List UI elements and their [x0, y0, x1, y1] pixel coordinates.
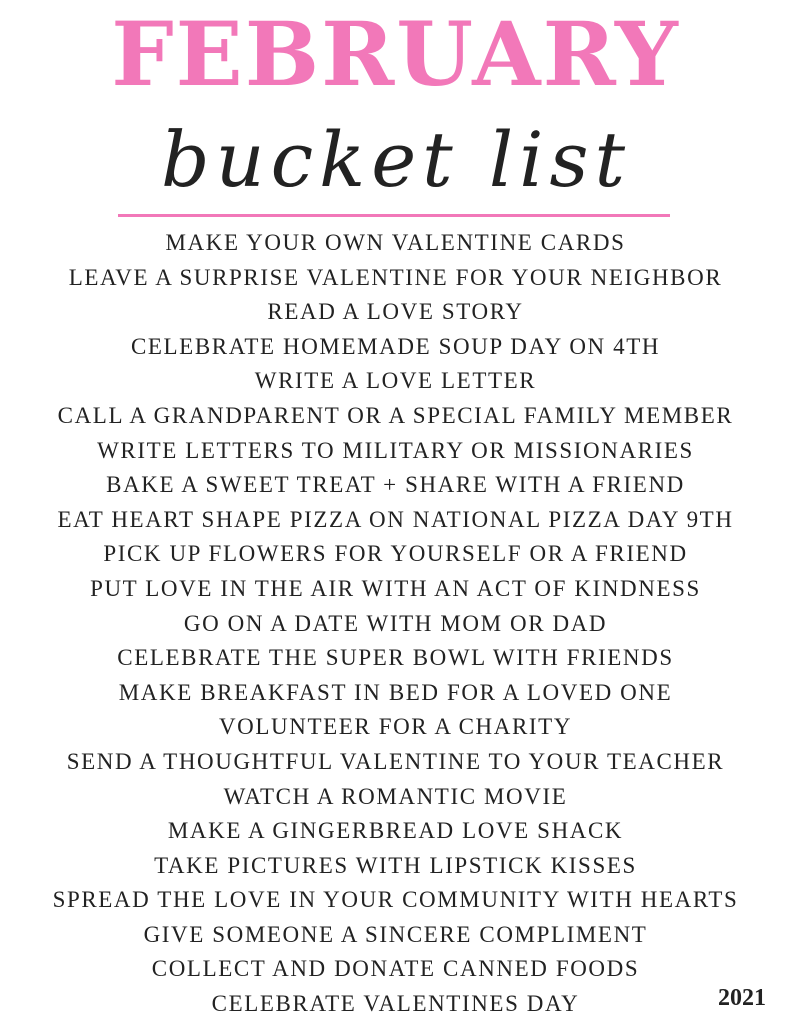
page-title: FEBRUARY [111, 2, 680, 106]
list-item: PICK UP FLOWERS FOR YOURSELF OR A FRIEND [103, 541, 688, 567]
list-item: WRITE A LOVE LETTER [254, 368, 537, 394]
list-item: LEAVE A SURPRISE VALENTINE FOR YOUR NEIGHBOR [68, 264, 723, 290]
list-item: VOLUNTEER FOR A CHARITY [218, 714, 573, 740]
subtitle-script [160, 115, 631, 210]
subtitle-text: bucket list [160, 115, 631, 204]
list-item: MAKE YOUR OWN VALENTINE CARDS [165, 230, 626, 255]
list-item: CALL A GRANDPARENT OR A SPECIAL FAMILY MEMBER [57, 402, 734, 428]
list-item: BAKE A SWEET TREAT + SHARE WITH A FRIEND [106, 472, 685, 498]
list-item: SEND A THOUGHTFUL VALENTINE TO YOUR TEACHER [66, 748, 725, 774]
list-item: WATCH A ROMANTIC MOVIE [223, 783, 568, 809]
list-item: MAKE BREAKFAST IN BED FOR A LOVED ONE [118, 679, 673, 705]
list-item: WRITE LETTERS TO MILITARY OR MISSIONARIES [97, 437, 694, 463]
list-item: CELEBRATE VALENTINES DAY [211, 991, 580, 1017]
title-divider [118, 214, 670, 217]
list-item: COLLECT AND DONATE CANNED FOODS [151, 956, 640, 982]
subtitle [0, 115, 791, 210]
list-item: GIVE SOMEONE A SINCERE COMPLIMENT [143, 921, 648, 947]
list-item: TAKE PICTURES WITH LIPSTICK KISSES [154, 852, 637, 878]
list-item: GO ON A DATE WITH MOM OR DAD [183, 610, 608, 636]
list-item: MAKE A GINGERBREAD LOVE SHACK [167, 818, 624, 844]
list-item: CELEBRATE HOMEMADE SOUP DAY ON 4TH [130, 333, 661, 359]
list-item: EAT HEART SHAPE PIZZA ON NATIONAL PIZZA DAY 9TH [57, 506, 734, 532]
list-item: PUT LOVE IN THE AIR WITH AN ACT OF KINDNESS [90, 575, 701, 601]
list-item: READ A LOVE STORY [267, 299, 524, 325]
bucket-list [0, 226, 791, 1022]
year-label: 2021 [718, 985, 766, 1011]
list-item: CELEBRATE THE SUPER BOWL WITH FRIENDS [117, 645, 674, 671]
list-item: SPREAD THE LOVE IN YOUR COMMUNITY WITH HEARTS [52, 887, 739, 913]
